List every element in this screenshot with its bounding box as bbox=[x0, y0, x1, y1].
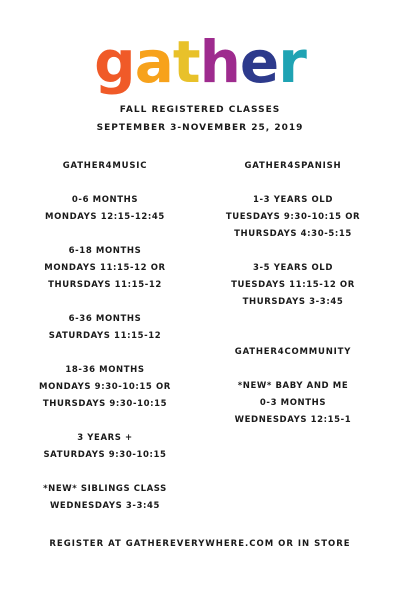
spanish-class-block bbox=[218, 260, 368, 311]
class-time: WEDNESDAYS 12:15-1 bbox=[234, 415, 352, 425]
class-age: 3-5 YEARS OLD bbox=[253, 263, 333, 273]
community-class-block bbox=[218, 378, 368, 429]
class-age: 0-6 MONTHS bbox=[71, 195, 139, 205]
logo-letter-t: t bbox=[172, 28, 200, 96]
class-age: 6-36 MONTHS bbox=[68, 314, 142, 324]
music-heading: GATHER4MUSIC bbox=[62, 161, 148, 171]
class-time: WEDNESDAYS 3-3:45 bbox=[49, 501, 161, 511]
class-age: 6-18 MONTHS bbox=[68, 246, 142, 256]
music-class-block bbox=[30, 430, 180, 464]
class-time: TUESDAYS 11:15-12 OR bbox=[231, 280, 355, 290]
class-time: THURSDAYS 11:15-12 bbox=[48, 280, 162, 290]
logo-letter-g: g bbox=[94, 28, 135, 96]
community-heading: GATHER4COMMUNITY bbox=[234, 347, 352, 357]
season-dates: SEPTEMBER 3-NOVEMBER 25, 2019 bbox=[96, 123, 304, 133]
class-time: SATURDAYS 11:15-12 bbox=[48, 331, 162, 341]
class-time: MONDAYS 11:15-12 OR bbox=[44, 263, 166, 273]
class-age: 0-3 MONTHS bbox=[259, 398, 327, 408]
class-time: MONDAYS 9:30-10:15 OR bbox=[39, 382, 171, 392]
music-class-block bbox=[30, 362, 180, 413]
music-class-block bbox=[30, 481, 180, 515]
season-title: FALL REGISTERED CLASSES bbox=[119, 105, 281, 115]
class-time: THURSDAYS 3-3:45 bbox=[242, 297, 344, 307]
class-age: 18-36 MONTHS bbox=[65, 365, 145, 375]
spanish-community-column bbox=[218, 158, 368, 446]
logo-letter-e: e bbox=[239, 28, 279, 96]
class-time: THURSDAYS 9:30-10:15 bbox=[42, 399, 168, 409]
register-footer: REGISTER AT GATHEREVERYWHERE.COM OR IN STORE bbox=[49, 539, 351, 549]
music-column bbox=[30, 158, 180, 532]
class-age: 1-3 YEARS OLD bbox=[253, 195, 333, 205]
logo-letter-h: h bbox=[199, 28, 240, 96]
spanish-heading: GATHER4SPANISH bbox=[244, 161, 342, 171]
class-time: MONDAYS 12:15-12:45 bbox=[45, 212, 165, 222]
gather-logo bbox=[0, 30, 400, 94]
class-time: THURSDAYS 4:30-5:15 bbox=[234, 229, 352, 239]
logo-letter-r: r bbox=[278, 28, 306, 96]
music-class-block bbox=[30, 243, 180, 294]
class-age: 3 YEARS + bbox=[77, 433, 133, 443]
music-class-block bbox=[30, 311, 180, 345]
music-class-block bbox=[30, 192, 180, 226]
class-time: SATURDAYS 9:30-10:15 bbox=[43, 450, 167, 460]
class-time: TUESDAYS 9:30-10:15 OR bbox=[225, 212, 361, 222]
class-name: *NEW* BABY AND ME bbox=[237, 381, 349, 391]
class-name: *NEW* SIBLINGS CLASS bbox=[43, 484, 167, 494]
spanish-class-block bbox=[218, 192, 368, 243]
logo-letter-a: a bbox=[134, 28, 173, 96]
